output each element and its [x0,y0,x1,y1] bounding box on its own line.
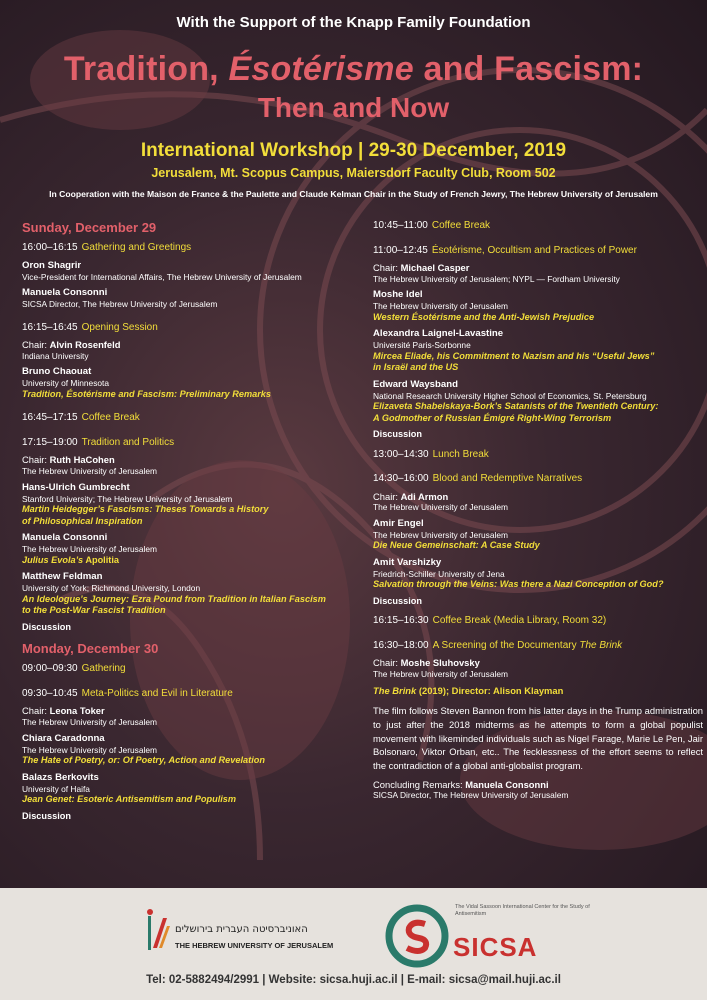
chair-name: Ruth HaCohen [49,454,115,466]
session-time: 10:45–11:00 [373,220,428,231]
chair-label: Chair: [22,454,50,466]
session-time: 09:30–10:45 [22,687,78,699]
speaker-affiliation: University of Minnesota [22,378,110,389]
session-title-film: The Brink [579,639,623,651]
speaker-affiliation: University of Haifa [22,783,90,794]
talk-title-line2: to the Post-War Fascist Tradition [22,605,166,616]
film-description: The film follows Steven Bannon from his latter days in the Trump administration to just after the 2018 midterms as he attempts to form a global populist movement with likeminded individuals such as Nigel Farage, Marie Le Pen, Jair Bolsonaro, Viktor Orban, etc.. The fecklessness of the effort seems to reflect the contradiction of a global anti-globalist program. [373,705,703,771]
talk-title: Mircea Eliade, his Commitment to Nazism and his “Useful Jews” [373,350,655,361]
speaker [373,379,703,424]
speaker-name: Manuela Consonni [22,532,108,544]
concluding-affiliation: SICSA Director, The Hebrew University of Jerusalem [373,790,569,801]
speaker-name: Edward Waysband [373,378,458,390]
session-chair [373,262,703,284]
concluding-label: Concluding Remarks: [373,778,466,790]
session-title: Lunch Break [432,448,489,460]
concluding-remarks [373,779,703,801]
workshop-dates: International Workshop | 29-30 December, 2019 [140,140,567,161]
speaker [22,482,352,527]
session-time: 16:15–16:30 [373,615,429,627]
talk-title: Elizaveta Shabelskaya-Bork’s Satanists of the Twentieth Century: [373,401,659,412]
speaker-affiliation: The Hebrew University of Jerusalem [373,301,508,312]
session-heading [22,663,352,676]
speaker [22,772,352,806]
chair-affiliation: The Hebrew University of Jerusalem; NYPL — Fordham University [373,273,620,284]
huji-english-name: THE HEBREW UNIVERSITY OF JERUSALEM [175,941,334,950]
speaker [373,289,703,323]
discussion-label: Discussion [22,810,72,821]
title-part-c: and Fascism: [413,50,644,88]
speaker-affiliation: Stanford University; The Hebrew University of Jerusalem [22,493,233,504]
chair-label: Chair: [373,657,401,669]
session-time: 13:00–14:30 [373,448,429,460]
session-heading [373,640,703,653]
cooperation-line: In Cooperation with the Maison de France & the Paulette and Claude Kelman Chair in the Study of French Jewry, The Hebrew University of Jerusalem [49,189,658,199]
speaker-affiliation: The Hebrew University of Jerusalem [22,544,157,555]
speaker-name: Bruno Chaouat [22,366,92,378]
session-time: 14:30–16:00 [373,473,429,485]
talk-title [22,555,352,567]
session-title: Gathering and Greetings [81,242,192,254]
subtitle: Then and Now [257,92,450,123]
session-title: Blood and Redemptive Narratives [432,473,583,485]
session-heading [22,412,352,425]
speaker [22,571,352,616]
session-time: 16:00–16:15 [22,242,78,254]
talk-title: The Hate of Poetry, or: Of Poetry, Action and Revelation [22,755,265,766]
speaker [22,733,352,767]
session-heading [373,220,703,233]
session-title: Tradition and Politics [81,436,175,448]
venue: Jerusalem, Mt. Scopus Campus, Maiersdorf Faculty Club, Room 502 [151,166,556,180]
session-time: 16:15–16:45 [22,321,78,333]
talk-title: Martin Heidegger’s Fascisms: Theses Towards a History [22,504,269,515]
sicsa-emblem-icon [385,904,449,968]
speaker-name: Moshe Idel [373,289,423,301]
talk-title: An Ideologue’s Journey: Ezra Pound from Tradition in Italian Fascism [22,593,326,604]
speaker-name: Alexandra Laignel-Lavastine [373,328,504,340]
speaker [373,557,703,591]
session-heading [373,615,703,628]
speaker-affiliation: Friedrich-Schiller University of Jena [373,568,505,579]
chair-name: Alvin Rosenfeld [49,339,121,351]
session-title: Gathering [81,663,126,675]
speaker [22,366,352,400]
session-title [433,640,623,651]
session-time: 11:00–12:45 [373,244,428,256]
program-left-column [22,220,352,830]
speaker-affiliation: The Hebrew University of Jerusalem [373,529,508,540]
chair-label: Chair: [373,262,401,273]
session-heading [22,437,352,450]
speaker-name: Amir Engel [373,517,424,529]
discussion-label: Discussion [373,429,423,440]
sicsa-description: The Vidal Sassoon International Center for the Study of Antisemitism [455,904,590,917]
chair-label: Chair: [22,339,50,351]
discussion-label: Discussion [373,595,423,606]
chair-affiliation: The Hebrew University of Jerusalem [373,502,508,513]
speaker [22,287,352,309]
session-title: Coffee Break [81,412,140,424]
footer [0,888,707,1000]
speaker-name: Hans-Ulrich Gumbrecht [22,481,130,493]
title-part-a: Tradition, [63,50,229,88]
session-title: Ésotérisme, Occultism and Practices of Power [431,244,637,256]
chair-name: Michael Casper [400,262,470,273]
talk-title: Tradition, Ésotérisme and Fascism: Preliminary Remarks [22,388,272,399]
chair-affiliation: Indiana University [22,350,89,361]
speaker [373,328,703,373]
speaker [373,518,703,552]
speaker-affiliation: Vice-President for International Affairs, The Hebrew University of Jerusalem [22,271,302,282]
talk-title-line2: in Israël and the US [373,362,459,373]
huji-logo [145,908,355,963]
talk-title-line2: A Godmother of Russian Émigré Right-Wing Terrorism [373,412,612,423]
talk-title-italic: Julius Evola’s [22,554,84,565]
contact-line: Tel: 02-5882494/2991 | Website: sicsa.huji.ac.il | E-mail: sicsa@mail.huji.ac.il [146,974,561,986]
speaker [22,260,352,282]
concluding-speaker: Manuela Consonni [465,778,549,790]
huji-hebrew-name: האוניברסיטה העברית בירושלים [175,924,308,935]
session-title: Coffee Break (Media Library, Room 32) [432,615,607,627]
talk-title: Jean Genet: Esoteric Antisemitism and Populism [22,794,237,805]
session-time: 17:15–19:00 [22,436,78,448]
speaker-affiliation: National Research University Higher School of Economics, St. Petersburg [373,390,647,401]
session-heading [373,449,703,462]
main-title [0,50,707,89]
session-chair [373,491,703,513]
speaker-name: Oron Shagrir [22,259,82,271]
session-time: 09:00–09:30 [22,663,78,675]
film-credit [373,685,703,697]
sicsa-wordmark: SICSA [453,932,538,962]
film-title: The Brink [373,684,417,696]
speaker-name: Balazs Berkovits [22,771,99,783]
chair-affiliation: The Hebrew University of Jerusalem [22,717,157,728]
sicsa-logo [385,898,605,978]
chair-affiliation: The Hebrew University of Jerusalem [22,466,157,477]
session-title: Coffee Break [431,220,491,231]
talk-title-line2: of Philosophical Inspiration [22,515,143,526]
session-chair [22,339,352,361]
session-title: Meta-Politics and Evil in Literature [81,687,233,699]
support-line: With the Support of the Knapp Family Foundation [176,14,531,31]
speaker-affiliation: Université Paris-Sorbonne [373,340,471,351]
speaker-affiliation: The Hebrew University of Jerusalem [22,744,157,755]
session-heading [22,322,352,335]
session-chair [22,705,352,727]
talk-title: Western Ésotérisme and the Anti-Jewish Prejudice [373,311,595,322]
film-credit-rest: (2019); Director: Alison Klayman [416,684,564,696]
session-chair [22,454,352,476]
speaker-affiliation: SICSA Director, The Hebrew University of Jerusalem [22,299,218,310]
speaker-name: Matthew Feldman [22,571,103,583]
session-chair [373,657,703,679]
discussion-label: Discussion [22,621,72,632]
talk-title-plain: Apolitia [83,554,120,565]
day-heading: Sunday, December 29 [22,220,157,235]
talk-title: Die Neue Gemeinschaft: A Case Study [373,540,540,551]
speaker-name: Manuela Consonni [22,287,108,299]
chair-label: Chair: [373,490,401,502]
huji-emblem-icon [145,908,171,958]
session-time: 16:45–17:15 [22,412,78,424]
program-right-column [373,220,703,806]
speaker-name: Amit Varshizky [373,556,442,568]
session-heading [22,688,352,701]
speaker-affiliation: University of York; Richmond University, London [22,583,201,594]
day-heading: Monday, December 30 [22,641,159,657]
session-time: 16:30–18:00 [373,639,429,651]
title-part-b: Ésotérisme [228,50,414,88]
chair-name: Moshe Sluhovsky [400,657,480,669]
speaker [22,532,352,566]
session-title-main: A Screening of the Documentary [432,639,580,651]
session-heading [22,242,352,255]
session-heading [373,473,703,486]
chair-label: Chair: [22,705,50,717]
talk-title: Salvation through the Veins: Was there a Nazi Conception of God? [373,579,664,590]
speaker-name: Chiara Caradonna [22,732,105,744]
chair-name: Adi Armon [400,490,449,502]
session-title: Opening Session [81,321,158,333]
session-heading [373,245,703,258]
chair-affiliation: The Hebrew University of Jerusalem [373,669,508,680]
chair-name: Leona Toker [49,705,105,717]
